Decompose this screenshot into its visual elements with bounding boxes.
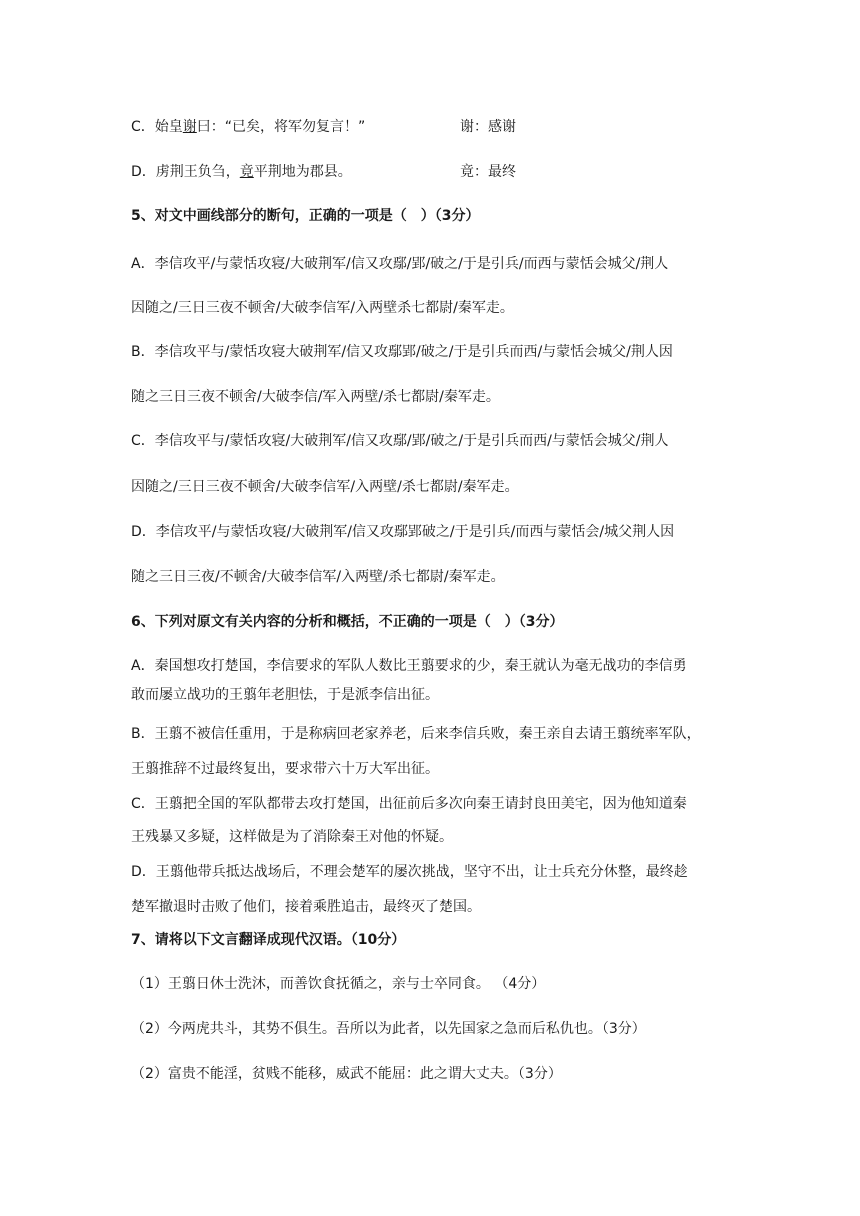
q5-option-b-line2: 随之三日三夜不顿舍/大破李信/军入两壁/杀七都尉/秦军走。 [131,389,500,405]
q4-option-d-gloss: 竟：最终 [460,164,516,180]
q6-option-a-line1: A．秦国想攻打楚国，李信要求的军队人数比王翦要求的少，秦王就认为毫无战功的李信勇 [131,658,687,674]
q4-option-d-pre: D．虏荆王负刍， [131,164,240,180]
q4-option-c [131,117,731,137]
q5-option-d-line2: 随之三日三夜/不顿舍/大破李信军/入两壁/杀七都尉/秦军走。 [131,569,505,585]
q5-option-d-line1: D．李信攻平/与蒙恬攻寝/大破荆军/信又攻鄢郢破之/于是引兵/而西与蒙恬会/城父荆人因 [131,524,675,540]
q7-title: 7、请将以下文言翻译成现代汉语。（10分） [131,932,406,948]
q4-option-c-post: 曰：“已矣，将军勿复言！” [196,119,366,135]
q4-option-c-keyword: 谢 [182,119,197,135]
q4-option-d-keyword: 竟 [239,164,254,180]
q5-option-a-line1: A．李信攻平/与蒙恬攻寝/大破荆军/信又攻鄢/郢/破之/于是引兵/而西与蒙恬会城父/荆人 [131,256,669,272]
q6-option-c-line2: 王残暴又多疑，这样做是为了消除秦王对他的怀疑。 [131,829,453,845]
q5-option-c-line2: 因随之/三日三夜不顿舍/大破李信军/入两壁/杀七都尉/秦军走。 [131,479,519,495]
q6-option-c-line1: C．王翦把全国的军队都带去攻打楚国，出征前后多次向秦王请封良田美宅，因为他知道秦 [131,796,687,812]
q5-option-b-line1: B．李信攻平与/蒙恬攻寝大破荆军/信又攻鄢郢/破之/于是引兵而西/与蒙恬会城父/荆人因 [131,344,673,360]
q6-option-b-line2: 王翦推辞不过最终复出，要求带六十万大军出征。 [131,761,439,777]
q5-option-c-line1: C．李信攻平与/蒙恬攻寝/大破荆军/信又攻鄢/郢/破之/于是引兵而西/与蒙恬会城父/荆人 [131,433,669,449]
q4-option-d-post: 平荆地为郡县。 [253,164,352,180]
q6-option-d-line2: 楚军撤退时击败了他们，接着乘胜追击，最终灭了楚国。 [131,899,481,915]
q7-sentence-1: （1）王翦日休士洗沐，而善饮食抚循之，亲与士卒同食。 （4分） [131,976,546,992]
q7-sentence-3: （2）富贵不能淫，贫贱不能移，威武不能屈：此之谓大丈夫。（3分） [131,1066,562,1082]
q6-option-b-line1: B．王翦不被信任重用，于是称病回老家养老，后来李信兵败，秦王亲自去请王翦统率军队， [131,726,701,742]
q6-title: 6、下列对原文有关内容的分析和概括，不正确的一项是（ ）（3分） [131,614,564,630]
q6-option-a-line2: 敢而屡立战功的王翦年老胆怯，于是派李信出征。 [131,687,439,703]
q4-option-d [131,162,731,182]
q5-option-a-line2: 因随之/三日三夜不顿舍/大破李信军/入两壁杀七都尉/秦军走。 [131,300,514,316]
q6-option-d-line1: D．王翦他带兵抵达战场后，不理会楚军的屡次挑战，坚守不出，让士兵充分休整，最终趁 [131,864,688,880]
q5-title: 5、对文中画线部分的断句，正确的一项是（ ）（3分） [131,208,480,224]
q4-option-c-pre: C．始皇 [131,119,183,135]
q4-option-c-gloss: 谢：感谢 [460,119,516,135]
q7-sentence-2: （2）今两虎共斗，其势不俱生。吾所以为此者，以先国家之急而后私仇也。（3分） [131,1021,646,1037]
